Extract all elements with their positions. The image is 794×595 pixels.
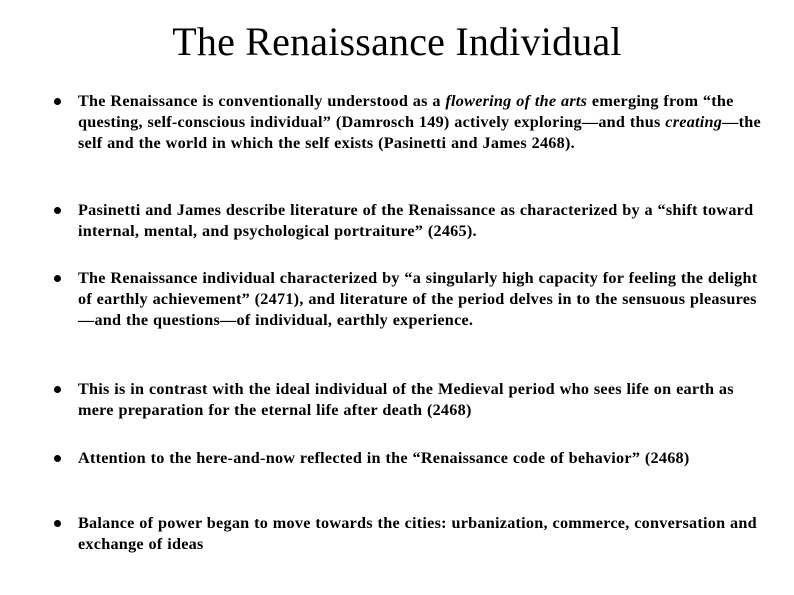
bullet-text: The Renaissance individual characterized by “a singularly high capacity for feeling the delight of earthly achievement” (2471), and literature of the period delves in to the sensuous pleasures—and the questions—of individual, earthly experience. — [78, 269, 758, 329]
bullet-dot-icon — [54, 455, 61, 462]
emphasis-text: creating — [665, 112, 723, 131]
bullet-text: Balance of power began to move towards the cities: urbanization, commerce, conversation and exchange of ideas — [78, 514, 757, 553]
bullet-dot-icon — [54, 207, 61, 214]
bullet-dot-icon — [54, 275, 61, 282]
bullet-dot-icon — [54, 386, 61, 393]
bullet-text: This is in contrast with the ideal individual of the Medieval period who sees life on earth as mere preparation for the eternal life after death (2468) — [78, 380, 734, 419]
bullet-text: Attention to the here-and-now reflected in the “Renaissance code of behavior” (2468) — [78, 449, 690, 467]
bullet-dot-icon — [54, 520, 61, 527]
slide-title: The Renaissance Individual — [172, 19, 622, 64]
bullet-text: The Renaissance is conventionally understood as a flowering of the arts emerging from “the questing, self-conscious individual” (Damrosch 149) actively exploring—and thus creating—the self and the world in which the self exists (Pasinetti and James 2468). — [78, 92, 761, 152]
bullet-dot-icon — [54, 98, 61, 105]
emphasis-text: flowering of the arts — [445, 92, 588, 110]
bullet-text: Pasinetti and James describe literature of the Renaissance as characterized by a “shift toward internal, mental, and psychological portraiture” (2465). — [78, 201, 754, 240]
